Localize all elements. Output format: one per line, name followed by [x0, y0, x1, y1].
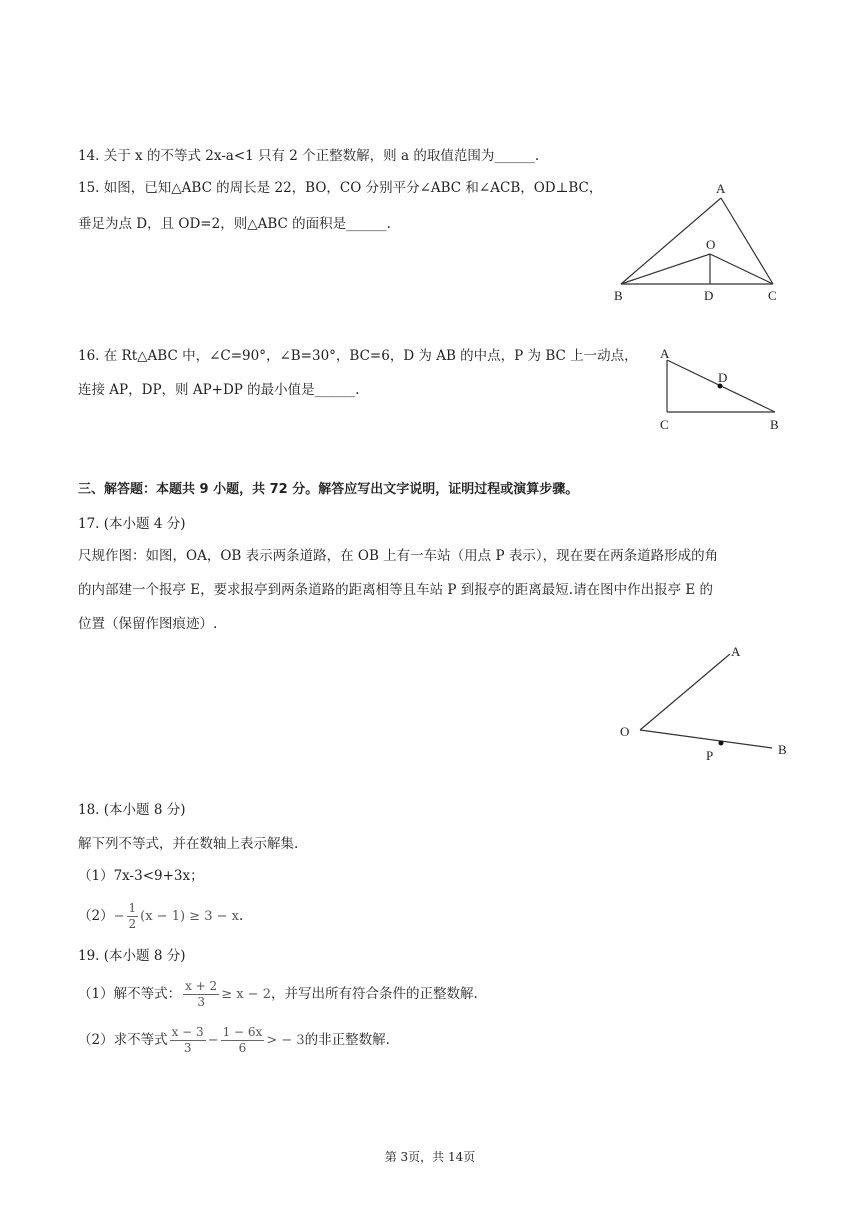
q17-angle-figure [610, 636, 800, 776]
q19-part2-label: （2）求不等式 [78, 1032, 168, 1048]
q18-part1-expr: 7x-3<9+3x； [113, 868, 204, 884]
q17-header: 17. (本小题 4 分) [78, 516, 186, 532]
q19-part2-rest: > − 3 [266, 1033, 305, 1048]
q18-part2-fraction [127, 901, 139, 932]
q18-part2-sign: − [113, 909, 125, 924]
q19-part2-denominator1: 3 [183, 1041, 192, 1055]
q15-triangle-figure [610, 178, 790, 308]
q17-label-o: O [620, 724, 630, 739]
q18-part2 [78, 898, 243, 935]
q15-label-d: D [704, 288, 714, 303]
q19-part2 [78, 1022, 390, 1059]
q19-part2-numerator1: x − 3 [171, 1025, 204, 1039]
q19-part1-label: （1）解不等式： [78, 986, 182, 1002]
q15-label-o: O [706, 237, 716, 252]
q17-label-p: P [706, 748, 714, 763]
q14-text: 14. 关于 x 的不等式 2x-a<1 只有 2 个正整数解，则 a 的取值范围为______. [78, 148, 540, 164]
q19-part2-numerator2: 1 − 6x [222, 1025, 263, 1039]
q19-part2-end: 的非正整数解. [304, 1032, 390, 1048]
q18-header: 18. (本小题 8 分) [78, 802, 186, 818]
page-footer: 第 3页，共 14页 [384, 1150, 476, 1164]
q16-text-line2: 连接 AP，DP，则 AP+DP 的最小值是______. [78, 382, 360, 398]
q18-part2-label: （2） [78, 908, 114, 924]
q16-label-c: C [660, 417, 669, 432]
q19-part1 [78, 976, 478, 1013]
q15-label-b: B [614, 288, 623, 303]
q15-label-a: A [716, 181, 726, 196]
q17-label-a: A [731, 644, 741, 659]
q19-header: 19. (本小题 8 分) [78, 948, 186, 964]
q19-part1-rest: ≥ x − 2 [221, 987, 271, 1002]
q17-text-line1: 尺规作图：如图，OA，OB 表示两条道路，在 OB 上有一车站（用点 P 表示），现在要在两条道路形成的角 [78, 548, 719, 564]
q16-label-d: D [718, 370, 728, 385]
q16-text-line1: 16. 在 Rt△ABC 中，∠C=90°，∠B=30°，BC=6，D 为 AB 的中点，P 为 BC 上一动点， [78, 348, 638, 364]
q19-part2-denominator2: 6 [238, 1041, 247, 1055]
q15-label-c: C [768, 288, 777, 303]
q16-label-b: B [770, 417, 779, 432]
q18-part1-label: （1） [78, 868, 114, 884]
q19-part1-denominator: 3 [197, 995, 205, 1009]
q17-text-line3: 位置（保留作图痕迹）. [78, 616, 218, 632]
q18-part2-denominator: 2 [128, 917, 137, 931]
q19-part1-fraction [183, 979, 219, 1010]
q17-text-line2: 的内部建一个报亭 E，要求报亭到两条道路的距离相等且车站 P 到报亭的距离最短.请在图中作出报亭 E 的 [78, 582, 714, 598]
q17-label-b: B [778, 742, 787, 757]
q18-part2-numerator: 1 [128, 901, 137, 915]
q19-part2-fraction2 [221, 1025, 265, 1056]
q19-part1-end: ，并写出所有符合条件的正整数解. [270, 986, 478, 1002]
q16-triangle-figure [650, 340, 790, 440]
q19-part2-fraction1 [170, 1025, 206, 1056]
q18-part1 [78, 866, 204, 886]
section3-title: 三、解答题：本题共 9 小题，共 72 分。解答应写出文字说明，证明过程或演算步骤。 [78, 482, 579, 497]
q15-text-line1: 15. 如图，已知△ABC 的周长是 22，BO，CO 分别平分∠ABC 和∠ACB，OD⊥BC， [78, 180, 603, 196]
q18-part2-end: . [238, 908, 244, 924]
q19-part1-numerator: x + 2 [185, 979, 218, 993]
q18-intro: 解下列不等式，并在数轴上表示解集. [78, 836, 299, 852]
q19-part2-minus: − [207, 1033, 219, 1048]
q15-text-line2: 垂足为点 D，且 OD=2，则△ABC 的面积是______. [78, 216, 391, 232]
q18-part2-rest: (x − 1) ≥ 3 − x [140, 909, 239, 924]
q16-label-a: A [660, 346, 670, 361]
